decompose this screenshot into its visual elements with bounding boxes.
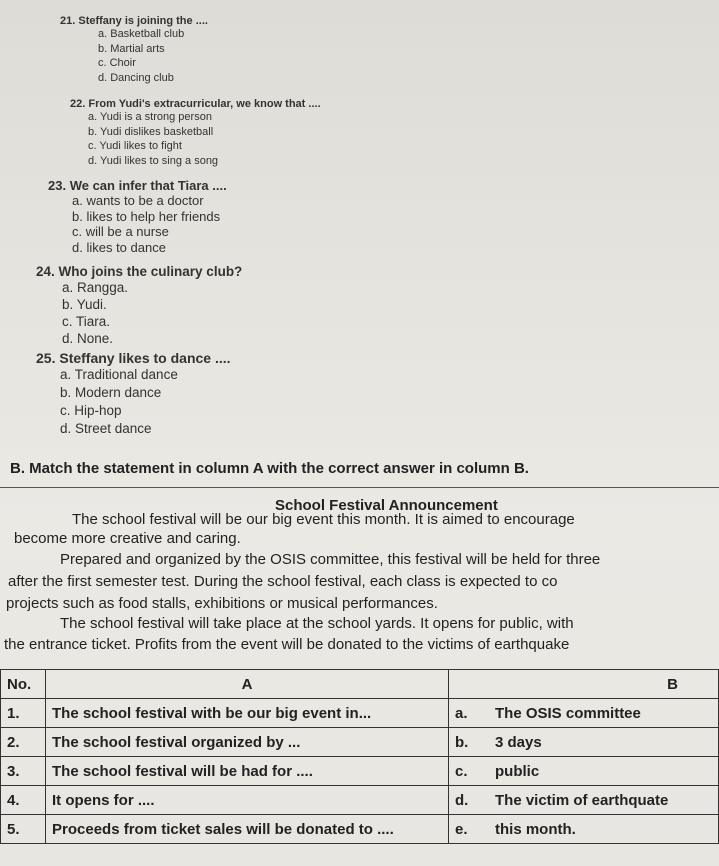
header-b: B — [449, 670, 719, 699]
answer-letter: e. — [455, 820, 468, 838]
question-23-option-b: b. likes to help her friends — [72, 208, 221, 224]
question-25-option-a: a. Traditional dance — [60, 367, 178, 382]
row-no: 1. — [1, 699, 46, 728]
question-24-option-d: d. None. — [62, 331, 114, 346]
announcement-line-7: the entrance ticket. Profits from the event will be donated to the victims of earthquake — [4, 636, 570, 653]
question-24-text: 24. Who joins the culinary club? — [36, 264, 243, 279]
row-statement: Proceeds from ticket sales will be donated to .... — [46, 815, 449, 844]
row-answer — [449, 699, 719, 728]
question-21-option-d: d. Dancing club — [98, 71, 174, 84]
table-row — [1, 757, 719, 786]
row-statement: The school festival will be had for .... — [46, 757, 449, 786]
row-answer — [449, 815, 719, 844]
row-answer — [449, 786, 719, 815]
question-22-option-b: b. Yudi dislikes basketball — [88, 125, 214, 138]
announcement-line-6: The school festival will take place at the school yards. It opens for public, with — [60, 615, 574, 632]
question-21 — [60, 15, 208, 85]
question-22-option-d: d. Yudi likes to sing a song — [88, 154, 219, 167]
table-row — [1, 728, 719, 757]
announcement-line-4: after the first semester test. During the school festival, each class is expected to co — [8, 573, 558, 590]
question-21-option-a: a. Basketball club — [98, 28, 185, 40]
row-no: 2. — [1, 728, 46, 757]
answer-letter: c. — [455, 762, 468, 780]
header-a: A — [46, 670, 449, 699]
answer-text: this month. — [495, 820, 576, 838]
answer-letter: d. — [455, 791, 469, 809]
row-statement: The school festival organized by ... — [46, 728, 449, 757]
row-no: 4. — [1, 786, 46, 815]
row-no: 3. — [1, 757, 46, 786]
divider — [0, 487, 719, 488]
question-25 — [36, 350, 231, 438]
table-row — [1, 786, 719, 815]
question-23-text: 23. We can infer that Tiara .... — [48, 178, 227, 193]
question-24-option-c: c. Tiara. — [62, 314, 111, 329]
answer-text: public — [495, 762, 540, 780]
question-22 — [70, 98, 321, 168]
question-25-text: 25. Steffany likes to dance .... — [36, 350, 231, 366]
answer-letter: b. — [455, 733, 469, 751]
row-statement: The school festival with be our big event in... — [46, 699, 449, 728]
table-row — [1, 699, 719, 728]
announcement-line-1: The school festival will be our big event this month. It is aimed to encourage — [72, 511, 575, 528]
question-23-option-d: d. likes to dance — [72, 239, 166, 255]
question-23-option-c: c. will be a nurse — [72, 224, 169, 239]
announcement-line-3: Prepared and organized by the OSIS committee, this festival will be held for three — [60, 551, 601, 568]
answer-text: The OSIS committee — [495, 704, 641, 722]
question-21-option-c: c. Choir — [98, 57, 136, 69]
question-22-option-c: c. Yudi likes to fight — [88, 140, 182, 152]
header-no: No. — [1, 670, 46, 699]
announcement-title: School Festival Announcement — [275, 497, 498, 514]
announcement-line-5: projects such as food stalls, exhibitions or musical performances. — [6, 595, 438, 612]
table-header-row — [1, 670, 719, 699]
table-row — [1, 815, 719, 844]
answer-text: The victim of earthquate — [495, 791, 669, 809]
section-b-instruction: B. Match the statement in column A with the correct answer in column B. — [10, 460, 529, 477]
question-21-text: 21. Steffany is joining the .... — [60, 15, 208, 27]
question-23 — [48, 178, 227, 255]
question-24-option-a: a. Rangga. — [62, 280, 129, 295]
question-21-option-b: b. Martial arts — [98, 42, 165, 55]
row-answer — [449, 728, 719, 757]
row-answer — [449, 757, 719, 786]
question-22-option-a: a. Yudi is a strong person — [88, 111, 212, 123]
announcement-line-2: become more creative and caring. — [14, 530, 241, 547]
question-23-option-a: a. wants to be a doctor — [72, 193, 204, 208]
question-25-option-c: c. Hip-hop — [60, 403, 122, 418]
row-statement: It opens for .... — [46, 786, 449, 815]
answer-letter: a. — [455, 704, 468, 722]
question-24 — [36, 264, 242, 347]
answer-text: 3 days — [495, 733, 542, 751]
row-no: 5. — [1, 815, 46, 844]
question-25-option-d: d. Street dance — [60, 421, 152, 436]
question-25-option-b: b. Modern dance — [60, 385, 162, 400]
matching-table — [0, 669, 719, 844]
question-22-text: 22. From Yudi's extracurricular, we know that .... — [70, 98, 321, 110]
question-24-option-b: b. Yudi. — [62, 297, 107, 312]
